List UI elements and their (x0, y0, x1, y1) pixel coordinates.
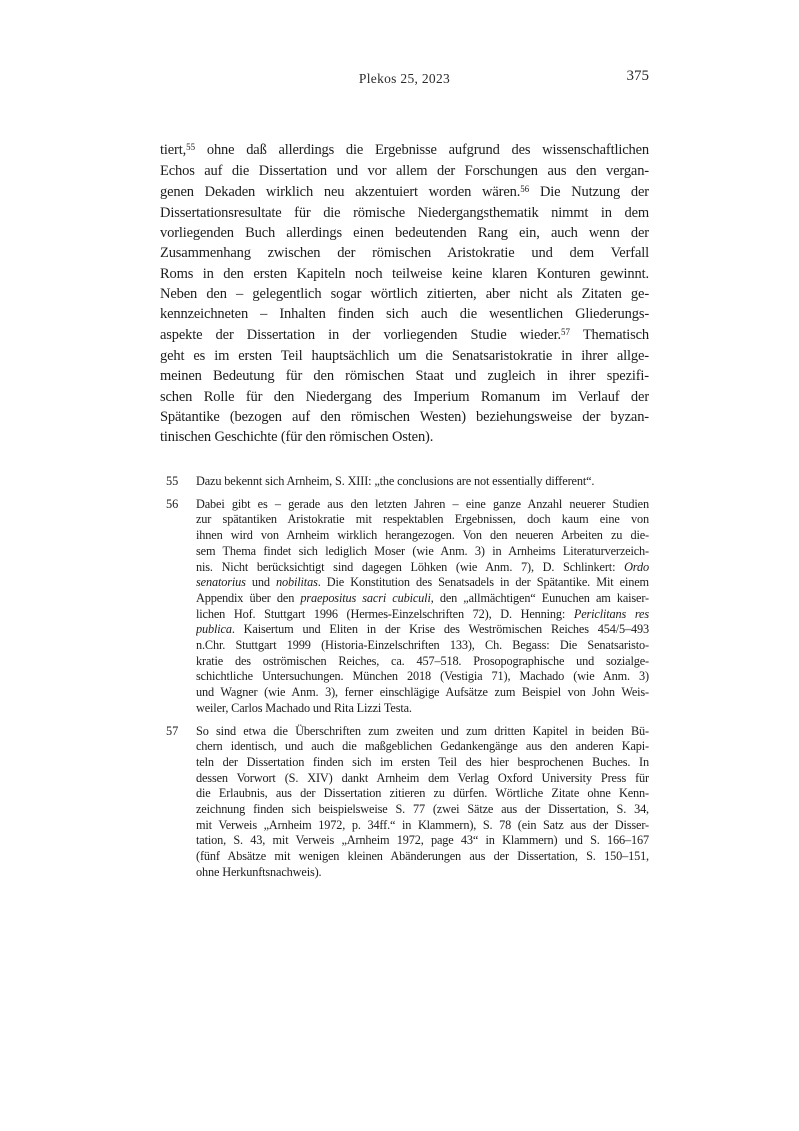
text-line: lichen Hof. Stuttgart 1996 (Hermes-Einzelschriften 72), D. Henning: Periclitans res (196, 606, 649, 621)
text-line: chern identisch, und auch die maßgeblichen Gedankengänge aus den anderen Kapi- (196, 739, 649, 754)
footnote-reference: 57 (561, 326, 570, 337)
footnotes-section (166, 474, 649, 881)
text-line: nis. Nicht berücksichtigt sind dagegen Löhken (wie Anm. 7), D. Schlinkert: Ordo (196, 559, 649, 574)
text-line: aspekte der Dissertation in der vorliegenden Studie wieder.$^{57}$ Thematisch (160, 326, 649, 343)
footnote-number: 55 (166, 474, 179, 488)
text-line: n.Chr. Stuttgart 1999 (Historia-Einzelschriften 133), Ch. Begass: Die Senatsaristo- (196, 638, 649, 653)
text-line: schichtliche Untersuchungen. München 2018 (Vestigia 71), Machado (wie Anm. 3) (196, 669, 649, 684)
text-line: die Erlaubnis, aus der Dissertation zitieren zu dürfen. Wörtliche Zitate ohne Kenn- (196, 786, 649, 801)
text-line: genen Dekaden wirklich neu akzentuiert worden wären.$^{56}$ Die Nutzung der (160, 183, 649, 200)
text-line: weiler, Carlos Machado und Rita Lizzi Testa. (196, 700, 412, 715)
text-line: Dabei gibt es – gerade aus den letzten Jahren – eine ganze Anzahl neuerer Studien (196, 496, 649, 511)
text-line: (fünf Absätze mit wenigen kleinen Abänderungen aus der Dissertation, S. 150–151, (196, 849, 649, 864)
footnote (166, 724, 649, 881)
footnote-reference: 55 (186, 141, 196, 152)
text-line: Echos auf die Dissertation und vor allem der Forschungen aus den vergan- (160, 163, 649, 180)
footnote-number: 56 (166, 496, 179, 511)
text-line: Dazu bekennt sich Arnheim, S. XIII: „the conclusions are not essentially different“. (196, 474, 595, 488)
text-line: zur spätantiken Aristokratie mit respektablen Ergebnissen, doch kaum eine von (196, 512, 649, 527)
main-text (160, 140, 649, 447)
text-line: ihnen wird von Arnheim wirklich herangezogen. Von den neueren Arbeiten zu die- (196, 528, 649, 543)
text-line: dessen Vorwort (S. XIV) dankt Arnheim dem Verlag Oxford University Press für (196, 770, 649, 785)
text-line: teln der Dissertation finden sich im ersten Teil des hier besprochenen Buches. In (196, 754, 649, 769)
text-line: Neben den – gelegentlich sogar wörtlich zitierten, aber nicht als Zitaten ge- (160, 286, 649, 303)
text-line: meinen Bedeutung für den römischen Staat und zugleich in ihrer spezifi- (160, 368, 649, 385)
text-line: Roms in den ersten Kapiteln noch teilweise keine klaren Konturen gewinnt. (160, 265, 649, 282)
text-line: tation, S. 43, mit Verweis „Arnheim 1972, page 43“ in Klammern) und S. 166–167 (196, 833, 649, 848)
text-line: kratie des oströmischen Reiches, ca. 457–518. Prosopographische und sozialge- (196, 653, 649, 668)
text-line: Zusammenhang zwischen der römischen Aristokratie und dem Verfall (160, 245, 649, 262)
page-header (160, 68, 649, 93)
text-line: und Wagner (wie Anm. 3), ferner einschlägige Aufsätze zum Beispiel von John Weis- (196, 685, 649, 700)
text-line: tiert,$^{55}$ ohne daß allerdings die Ergebnisse aufgrund des wissenschaftlichen (160, 141, 649, 158)
text-line: Dissertationsresultate für die römische Niedergangsthematik nimmt in dem (160, 204, 649, 221)
page-number: 375 (626, 68, 649, 84)
footnote (166, 474, 649, 490)
text-line: zeichnung finden sich beispielsweise S. 77 (zwei Sätze aus der Dissertation, S. 34, (196, 802, 649, 817)
footnote-number: 57 (166, 723, 179, 738)
text-line: Spätantike (bezogen auf den römischen Westen) beziehungsweise der byzan- (160, 408, 649, 425)
journal-title: Plekos 25, 2023 (358, 71, 451, 86)
footnote-text (196, 724, 649, 881)
footnote-text (196, 497, 649, 717)
text-line: tinischen Geschichte (für den römischen Osten). (160, 429, 434, 446)
footnote (166, 497, 649, 717)
text-line: geht es im ersten Teil hauptsächlich um die Senatsaristokratie in ihrer allge- (160, 347, 649, 364)
text-line: kennzeichneten – Inhalten finden sich auch die wesentlichen Gliederungs- (160, 306, 649, 323)
text-line: mit Verweis „Arnheim 1972, p. 34ff.“ in Klammern), S. 78 (ein Satz aus der Disser- (196, 817, 649, 832)
text-line: senatorius und nobilitas. Die Konstitution des Senatsadels in der Spätantike. Mit einem (196, 575, 649, 590)
text-line: schen Rolle für den Niedergang des Imperium Romanum im Verlauf der (160, 388, 649, 405)
text-line: vorliegenden Buch allerdings einen bedeutenden Rang ein, auch wenn der (160, 225, 649, 242)
footnote-text (196, 474, 649, 490)
text-line: ohne Herkunftsnachweis). (196, 864, 322, 879)
footnote-reference: 56 (520, 183, 530, 194)
text-line: So sind etwa die Überschriften zum zweiten und zum dritten Kapitel in beiden Bü- (196, 723, 649, 738)
text-line: Appendix über den praepositus sacri cubiculi, den „allmächtigen“ Eunuchen am kaiser- (196, 590, 649, 605)
text-line: publica. Kaisertum und Eliten in der Krise des Weströmischen Reiches 454/5–493 (196, 622, 649, 637)
text-line: sem Thema findet sich lediglich Moser (wie Anm. 3) in Arnheims Literaturverzeich- (196, 543, 649, 558)
